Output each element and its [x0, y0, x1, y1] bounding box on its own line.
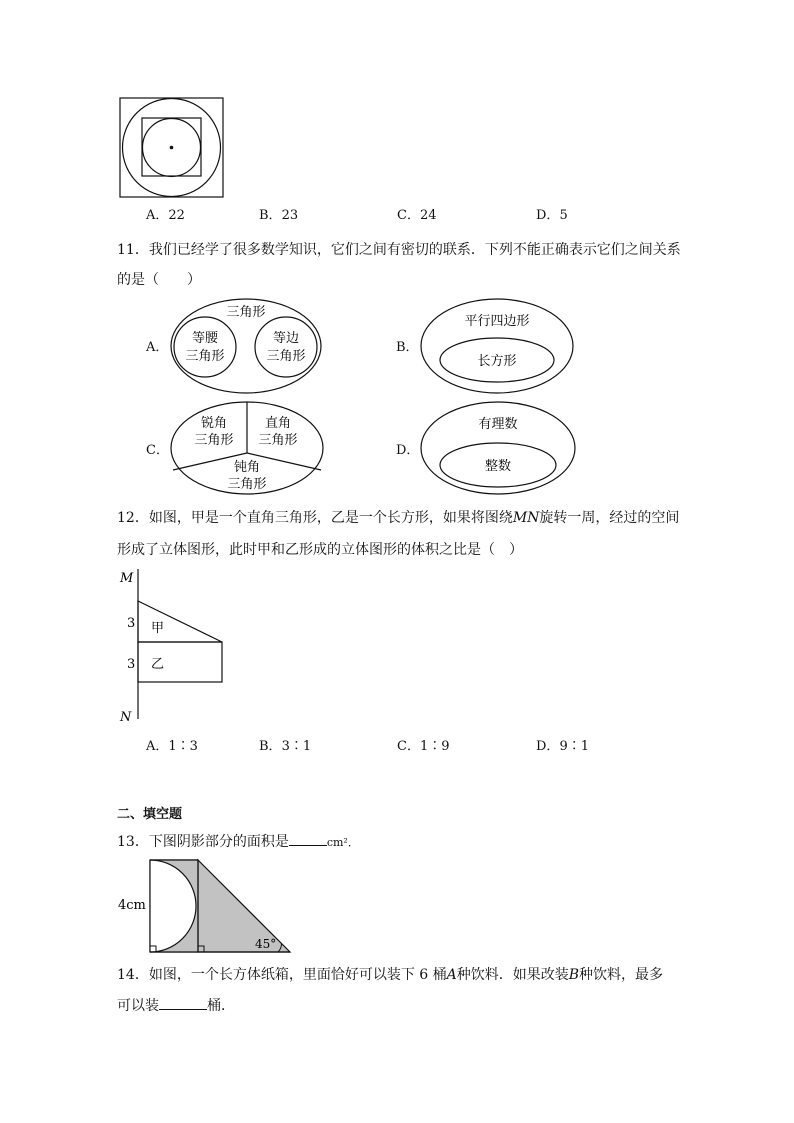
q11-option-d-diagram	[418, 399, 580, 497]
label-m: M	[120, 571, 134, 586]
sector3-label-1: 钝角	[233, 460, 261, 475]
q10-option-c[interactable]: C．24	[397, 208, 437, 223]
q11-option-a-label[interactable]: A．	[146, 340, 169, 355]
q11-option-a-diagram	[168, 296, 324, 396]
label-n: N	[120, 710, 132, 724]
q11-option-c-diagram	[168, 399, 328, 497]
outer-label: 平行四边形	[464, 314, 530, 329]
angle-label: 45°	[255, 937, 277, 951]
sector1-label-2: 三角形	[194, 433, 234, 448]
side-length-label: 4cm	[118, 898, 146, 913]
q13-answer-blank[interactable]	[289, 833, 327, 846]
left-ellipse	[174, 317, 236, 377]
sector3-label-2: 三角形	[227, 477, 267, 492]
inner-label: 整数	[484, 459, 512, 474]
outer-ellipse	[421, 402, 575, 494]
q13-figure	[116, 856, 296, 956]
q12-question-line1: 12．如图，甲是一个直角三角形，乙是一个长方形，如果将图绕MN旋转一周，经过的空间	[117, 510, 680, 526]
q10-option-b[interactable]: B．23	[259, 208, 299, 223]
q10-option-a[interactable]: A．22	[146, 208, 185, 223]
sector1-label-1: 锐角	[200, 416, 228, 431]
q11-option-c-label[interactable]: C．	[146, 443, 169, 458]
q12-option-d[interactable]: D．9∶1	[536, 739, 589, 754]
label-jia: 甲	[151, 621, 165, 636]
sector2-label-1: 直角	[264, 416, 292, 431]
left-label-1: 等腰	[191, 331, 219, 346]
right-label-1: 等边	[272, 331, 300, 346]
dim-upper: 3	[127, 616, 136, 631]
outer-label: 有理数	[478, 417, 518, 432]
q12-figure	[116, 566, 228, 724]
q14-question-line2: 可以装 桶．	[117, 998, 235, 1014]
q10-figure	[118, 96, 226, 200]
right-ellipse	[255, 317, 317, 377]
q14-question-line1: 14．如图，一个长方体纸箱，里面恰好可以装下 6 桶A种饮料．如果改装B种饮料，最多	[117, 967, 664, 983]
q12-question-line2: 形成了立体图形，此时甲和乙形成的立体图形的体积之比是（ ）	[117, 542, 523, 558]
dim-lower: 3	[127, 657, 136, 672]
label-yi: 乙	[151, 657, 165, 672]
outer-label: 三角形	[226, 305, 266, 320]
q11-option-b-label[interactable]: B．	[396, 340, 419, 355]
q12-option-a[interactable]: A．1∶3	[146, 739, 198, 754]
q11-option-d-label[interactable]: D．	[396, 443, 420, 458]
sector2-label-2: 三角形	[258, 433, 298, 448]
left-label-2: 三角形	[185, 349, 225, 364]
inner-label: 长方形	[477, 354, 517, 369]
q13-question: 13．下图阴影部分的面积是 cm²．	[117, 834, 359, 850]
q11-question-line1: 11．我们已经学了很多数学知识，它们之间有密切的联系．下列不能正确表示它们之间关系	[117, 242, 681, 258]
section-title: 二、填空题	[117, 807, 183, 822]
right-label-2: 三角形	[266, 349, 306, 364]
q12-option-b[interactable]: B．3∶1	[259, 739, 312, 754]
q11-question-line2: 的是（ ）	[117, 272, 201, 288]
q14-answer-blank[interactable]	[159, 997, 207, 1010]
q11-option-b-diagram	[418, 296, 576, 396]
q12-option-c[interactable]: C．1∶9	[397, 739, 450, 754]
q10-option-d[interactable]: D．5	[536, 208, 568, 223]
center-dot	[170, 146, 174, 150]
